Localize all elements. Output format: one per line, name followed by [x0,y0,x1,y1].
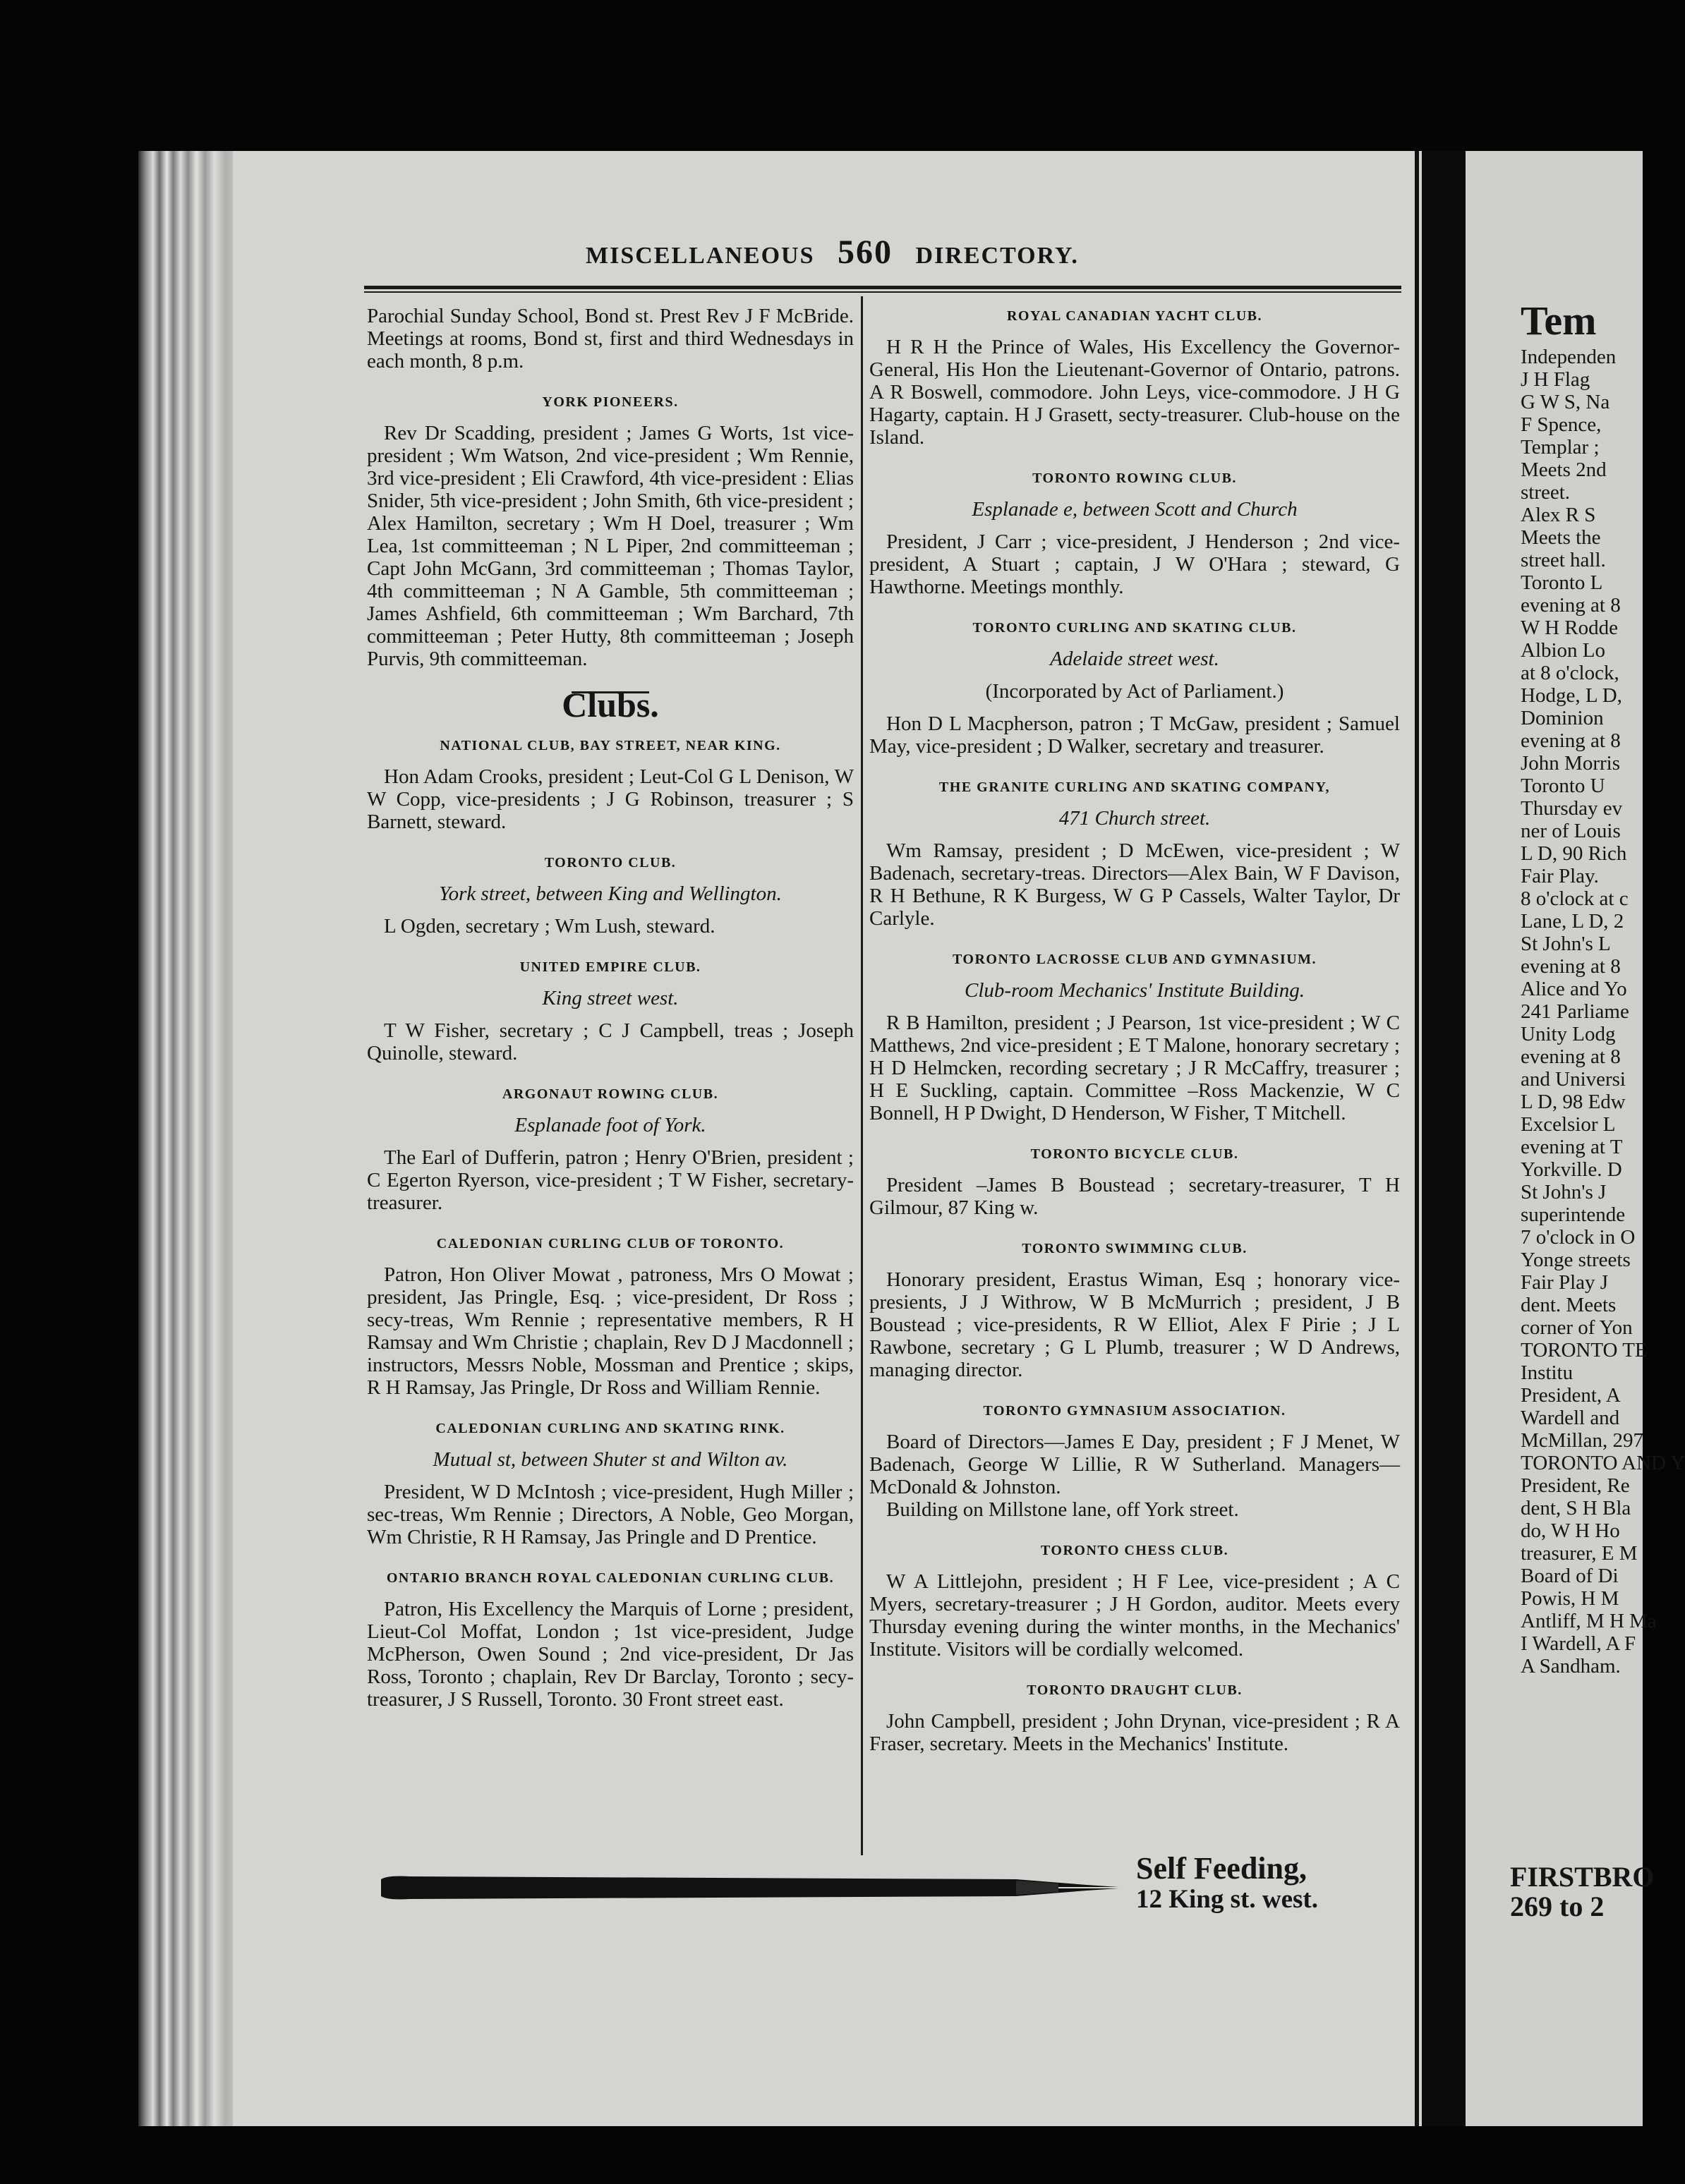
next-page-line: evening at 8 [1521,729,1621,752]
section-heading: UNITED EMPIRE CLUB. [519,959,701,975]
next-page-line: ner of Louis [1521,820,1621,842]
united-empire-entry: T W Fisher, secretary ; C J Campbell, treas ; Joseph Quinolle, steward. [367,1019,854,1064]
next-page-line: dent. Meets [1521,1294,1617,1316]
next-page-line: Templar ; [1521,436,1600,459]
national-club-entry: Hon Adam Crooks, president ; Leut-Col G L Denison, W W Copp, vice-presidents ; J G Robinson, treasurer ; S Barnett, steward. [367,765,854,833]
bicycle-entry: President –James B Boustead ; secretary-treasurer, T H Gilmour, 87 King w. [869,1174,1400,1219]
section-heading: TORONTO CHESS CLUB. [1040,1543,1229,1558]
next-page-line: St John's L [1521,933,1611,955]
address-line: York street, between King and Wellington. [439,882,782,905]
chess-entry: W A Littlejohn, president ; H F Lee, vice-president ; A C Myers, secretary-treasurer ; J H Gordon, auditor. Meets every Thursday evening during the winter months, in the Mechanics' Institute. Visitors will be cordially welcomed. [869,1570,1400,1661]
next-page-line: Institu [1521,1361,1574,1384]
draught-entry: John Campbell, president ; John Drynan, vice-president ; R A Fraser, secretary. Meets in the Mechanics' Institute. [869,1710,1400,1755]
parochial-sunday-school-entry: Parochial Sunday School, Bond st. Prest Rev J F McBride. Meetings at rooms, Bond st, first and third Wednesdays in each month, 8 p.m. [367,305,854,372]
next-page-line: evening at 8 [1521,955,1621,978]
section-heading: TORONTO GYMNASIUM ASSOCIATION. [983,1403,1286,1419]
section-heading: CALEDONIAN CURLING CLUB OF TORONTO. [436,1236,785,1251]
next-page-line: Meets the [1521,526,1601,549]
next-page-line: A Sandham. [1521,1655,1621,1678]
address-line: Club-room Mechanics' Institute Building. [965,979,1305,1002]
header-left: MISCELLANEOUS [586,243,815,269]
section-heading: THE GRANITE CURLING AND SKATING COMPANY, [938,779,1331,795]
next-page-line: Fair Play J [1521,1271,1609,1294]
next-page-line: F Spence, [1521,413,1602,436]
column-divider [861,296,863,1855]
section-heading: TORONTO DRAUGHT CLUB. [1027,1682,1243,1698]
caledonian-rink-entry: President, W D McIntosh ; vice-president, Hugh Miller ; sec-treas, Wm Rennie ; Directors, A Noble, Geo Morgan, Wm Christie, R H Ramsay, Jas Pringle and D Prentice. [367,1481,854,1548]
next-page-text [1521,296,1685,1678]
next-page-line: Albion Lo [1521,639,1606,662]
next-page-line: Hodge, L D, [1521,684,1622,707]
next-page-footer [1510,1862,1655,1922]
next-page-line: Lane, L D, 2 [1521,910,1624,933]
header-rule-thin [364,291,1401,293]
next-page-line: street. [1521,481,1571,504]
next-page-line: evening at 8 [1521,1045,1621,1068]
next-page-line: Unity Lodg [1521,1023,1616,1045]
address-line: Mutual st, between Shuter st and Wilton av. [433,1448,788,1471]
section-heading: ROYAL CANADIAN YACHT CLUB. [1006,308,1263,324]
next-page-line: Toronto U [1521,775,1605,797]
next-page-line: do, W H Ho [1521,1519,1620,1542]
next-page-footer-1: FIRSTBRO [1510,1861,1655,1893]
next-page-line: street hall. [1521,549,1606,571]
next-page-line: 241 Parliame [1521,1000,1629,1023]
next-page-line: 8 o'clock at c [1521,887,1629,910]
granite-entry: Wm Ramsay, president ; D McEwen, vice-president ; W Badenach, secretary-treas. Directors—Alex Bain, W F Davison, R H Bethune, R K Burgess, W G P Cassels, Walter Taylor, Dr Carlyle. [869,839,1400,930]
section-heading: YORK PIONEERS. [542,394,679,410]
next-page-line: superintende [1521,1203,1626,1226]
york-pioneers-entry: Rev Dr Scadding, president ; James G Worts, 1st vice-president ; Wm Watson, 2nd vice-president ; Wm Rennie, 3rd vice-president ; Eli Crawford, 4th vice-president : Elias Snider, 5th vice-president ; John Smith, 6th vice-president ; Alex Hamilton, secretary ; Wm H Doel, treasurer ; Wm Lea, 1st committeeman ; N L Piper, 2nd committeeman ; Capt John McGann, 3rd committeeman ; Thomas Taylor, 4th committeeman ; N A Gamble, 5th committeeman ; James Ashfield, 6th committeeman ; Wm Barchard, 7th committeeman ; Peter Hutty, 8th committeeman ; Joseph Purvis, 9th committeeman. [367,422,854,670]
section-heading: ARGONAUT ROWING CLUB. [502,1086,719,1102]
next-page-line: John Morris [1521,752,1620,775]
left-column [367,305,854,1711]
section-heading: TORONTO SWIMMING CLUB. [1022,1241,1248,1256]
section-heading: TORONTO CURLING AND SKATING CLUB. [972,620,1297,636]
fountain-pen-illustration [381,1875,1129,1900]
next-page-line: Fair Play. [1521,865,1599,887]
gymnasium-location: Building on Millstone lane, off York street. [886,1498,1239,1521]
lacrosse-entry: R B Hamilton, president ; J Pearson, 1st vice-president ; W C Matthews, 2nd vice-president ; E T Malone, honorary secretary ; H D Helmcken, recording secretary ; J R McCaffry, treasurer ; H E Suckling, captain. Committee –Ross Mackenzie, W C Bonnell, H P Dwight, D Henderson, W Fisher, T Mitchell. [869,1012,1400,1124]
page-number: 560 [838,233,893,271]
next-page-line: Antliff, M H Ma [1521,1610,1657,1632]
next-page-line: Thursday ev [1521,797,1623,820]
next-page-line: J H Flag [1521,368,1590,391]
next-page-line: Wardell and [1521,1407,1620,1429]
section-heading: NATIONAL CLUB, BAY STREET, NEAR KING. [440,738,781,753]
next-page-line: TORONTO TE [1521,1339,1648,1361]
ad-line-2: 12 King st. west. [1136,1885,1318,1914]
right-column [869,305,1400,1755]
rowing-club-entry: President, J Carr ; vice-president, J Henderson ; 2nd vice-president, A Stuart ; captain, J W O'Hara ; steward, G Hawthorne. Meetings monthly. [869,530,1400,598]
book-gutter [1422,151,1466,2126]
next-page-line: McMillan, 297 [1521,1429,1643,1452]
section-heading: TORONTO LACROSSE CLUB AND GYMNASIUM. [952,952,1317,967]
spine-shadow [1415,151,1419,2126]
gymnasium-entry: Board of Directors—James E Day, president ; F J Menet, W Badenach, George W Lillie, R W Sutherland. Managers—McDonald & Johnston. [869,1431,1400,1498]
address-line: Esplanade e, between Scott and Church [972,498,1298,521]
swimming-entry: Honorary president, Erastus Wiman, Esq ; honorary vice-presients, J J Withrow, W B McMurrich ; president, J B Boustead ; vice-presidents, R W Elliot, Alex F Pirie ; J L Rawbone, secretary ; G L Plumb, treasurer ; W D Andrews, managing director. [869,1268,1400,1381]
next-page-line: W H Rodde [1521,617,1619,639]
toronto-club-entry: L Ogden, secretary ; Wm Lush, steward. [384,915,715,938]
next-page-footer-2: 269 to 2 [1510,1891,1605,1922]
next-page-line: St John's J [1521,1181,1607,1203]
next-page-line: Alice and Yo [1521,978,1627,1000]
address-line: 471 Church street. [1058,807,1211,830]
next-page-line: L D, 90 Rich [1521,842,1627,865]
next-page-title: Tem [1521,298,1597,344]
section-heading: TORONTO CLUB. [544,855,677,870]
incorporation-note: (Incorporated by Act of Parliament.) [985,680,1284,703]
curling-skating-entry: Hon D L Macpherson, patron ; T McGaw, president ; Samuel May, vice-president ; D Walker, secretary and treasurer. [869,712,1400,758]
yacht-club-entry: H R H the Prince of Wales, His Excellency the Governor-General, His Hon the Lieutenant-Governor of Ontario, patrons. A R Boswell, commodore. John Leys, vice-commodore. J H G Hagarty, captain. H J Grasett, secty-treasurer. Club-house on the Island. [869,336,1400,449]
next-page-line: Yorkville. D [1521,1158,1622,1181]
next-page-line: evening at 8 [1521,594,1621,617]
next-page-line: at 8 o'clock, [1521,662,1619,684]
next-page-line: Dominion [1521,707,1604,729]
next-page-line: L D, 98 Edw [1521,1091,1626,1113]
next-page-line: I Wardell, A F [1521,1632,1636,1655]
next-page-line: G W S, Na [1521,391,1610,413]
next-page-line: Alex R S [1521,504,1596,526]
pen-advertisement [1136,1852,1318,1914]
next-page-line: evening at T [1521,1136,1623,1158]
section-heading: ONTARIO BRANCH ROYAL CALEDONIAN CURLING CLUB. [386,1570,835,1586]
next-page-lines [1521,346,1685,1678]
section-heading: TORONTO ROWING CLUB. [1032,471,1237,486]
ontario-branch-entry: Patron, His Excellency the Marquis of Lorne ; president, Lieut-Col Moffat, London ; 1st vice-president, Judge McPherson, Owen Sound ; 2nd vice-president, Dr Jas Ross, Toronto ; chaplain, Rev Dr Barclay, Toronto ; secy-treasurer, J S Russell, Toronto. 30 Front street east. [367,1598,854,1711]
clubs-title-text: Clubs. [562,685,659,724]
next-page-line: 7 o'clock in O [1521,1226,1636,1249]
book-page-edges [138,151,244,2126]
next-page-line: and Universi [1521,1068,1626,1091]
next-page-line: TORONTO AND Y [1521,1452,1685,1474]
caledonian-curling-entry: Patron, Hon Oliver Mowat , patroness, Mrs O Mowat ; president, Jas Pringle, Esq. ; vice-president, Dr Ross ; secy-treas, Wm Rennie ; representative members, R H Ramsay and Wm Christie ; chaplain, Rev D J Macdonnell ; instructors, Messrs Noble, Mossman and Prentice ; skips, R H Ramsay, Jas Pringle, Dr Ross and William Rennie. [367,1263,854,1399]
address-line: Esplanade foot of York. [514,1114,706,1136]
next-page-line: corner of Yon [1521,1316,1633,1339]
next-page-line: Independen [1521,346,1617,368]
next-page-line: Yonge streets [1521,1249,1631,1271]
clubs-title [367,685,854,724]
address-line: King street west. [542,987,679,1009]
next-page-line: Toronto L [1521,571,1603,594]
next-page-line: President, Re [1521,1474,1630,1497]
header-right: DIRECTORY. [915,243,1079,269]
section-heading: TORONTO BICYCLE CLUB. [1030,1146,1239,1162]
ad-line-1: Self Feeding, [1136,1851,1307,1886]
next-page-line: treasurer, E M [1521,1542,1638,1565]
next-page-line: Meets 2nd [1521,459,1607,481]
next-page-line: Board of Di [1521,1565,1619,1587]
next-page-line: Excelsior L [1521,1113,1616,1136]
header-rule [364,286,1401,289]
argonaut-entry: The Earl of Dufferin, patron ; Henry O'Brien, president ; C Egerton Ryerson, vice-president ; T W Fisher, secretary-treasurer. [367,1146,854,1214]
next-page-line: Powis, H M [1521,1587,1619,1610]
section-heading: CALEDONIAN CURLING AND SKATING RINK. [435,1421,785,1436]
address-line: Adelaide street west. [1050,648,1219,670]
page-header [586,233,1079,272]
next-page-line: dent, S H Bla [1521,1497,1631,1519]
next-page-line: President, A [1521,1384,1621,1407]
